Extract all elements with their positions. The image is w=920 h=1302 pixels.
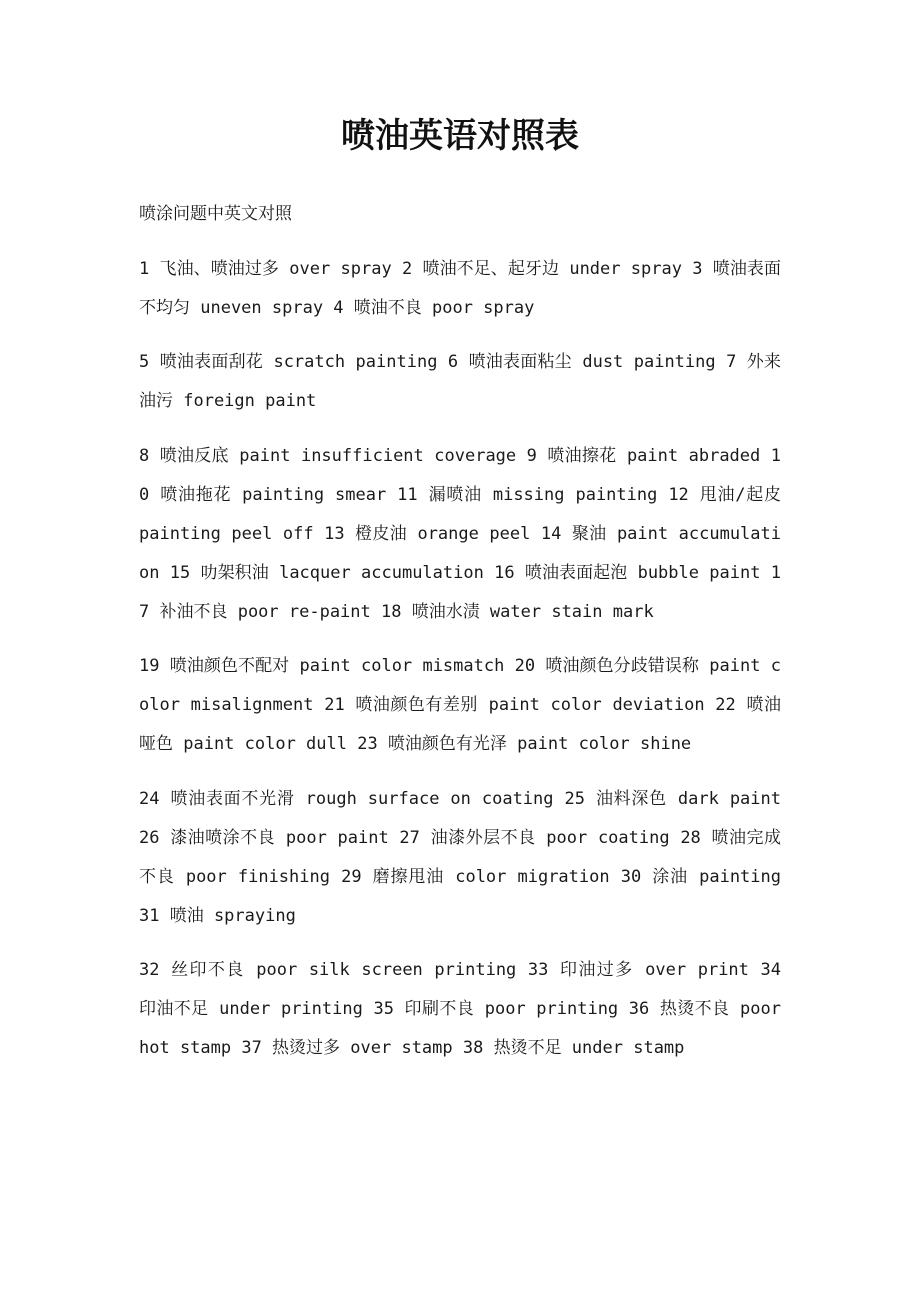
paragraph-3: 8 喷油反底 paint insufficient coverage 9 喷油擦花 paint abraded 10 喷油拖花 painting smear 11 漏喷油 missing painting 12 甩油/起皮 painting peel off 13 橙皮油 orange peel 14 聚油 paint accumulation 15 叻架积油 lacquer accumulation 16 喷油表面起泡 bubble paint 17 补油不良 poor re-paint 18 喷油水渍 water stain mark	[139, 445, 781, 622]
paragraph-6: 32 丝印不良 poor silk screen printing 33 印油过多 over print 34 印油不足 under printing 35 印刷不良 poor printing 36 热烫不良 poor hot stamp 37 热烫过多 over stamp 38 热烫不足 under stamp	[139, 960, 781, 1058]
paragraph-4: 19 喷油颜色不配对 paint color mismatch 20 喷油颜色分歧错误称 paint color misalignment 21 喷油颜色有差别 paint color deviation 22 喷油哑色 paint color dull 23 喷油颜色有光泽 paint color shine	[139, 656, 781, 754]
paragraph-5: 24 喷油表面不光滑 rough surface on coating 25 油料深色 dark paint 26 漆油喷涂不良 poor paint 27 油漆外层不良 poor coating 28 喷油完成不良 poor finishing 29 磨擦甩油 color migration 30 涂油 painting 31 喷油 spraying	[139, 788, 781, 926]
paragraph-1: 1 飞油、喷油过多 over spray 2 喷油不足、起牙边 under spray 3 喷油表面不均匀 uneven spray 4 喷油不良 poor spray	[139, 258, 781, 318]
document-body	[139, 195, 781, 1084]
paragraph-2: 5 喷油表面刮花 scratch painting 6 喷油表面粘尘 dust painting 7 外来油污 foreign paint	[139, 352, 781, 411]
document-title: 喷油英语对照表	[341, 116, 579, 156]
subtitle-paragraph: 喷涂问题中英文对照	[139, 204, 292, 224]
